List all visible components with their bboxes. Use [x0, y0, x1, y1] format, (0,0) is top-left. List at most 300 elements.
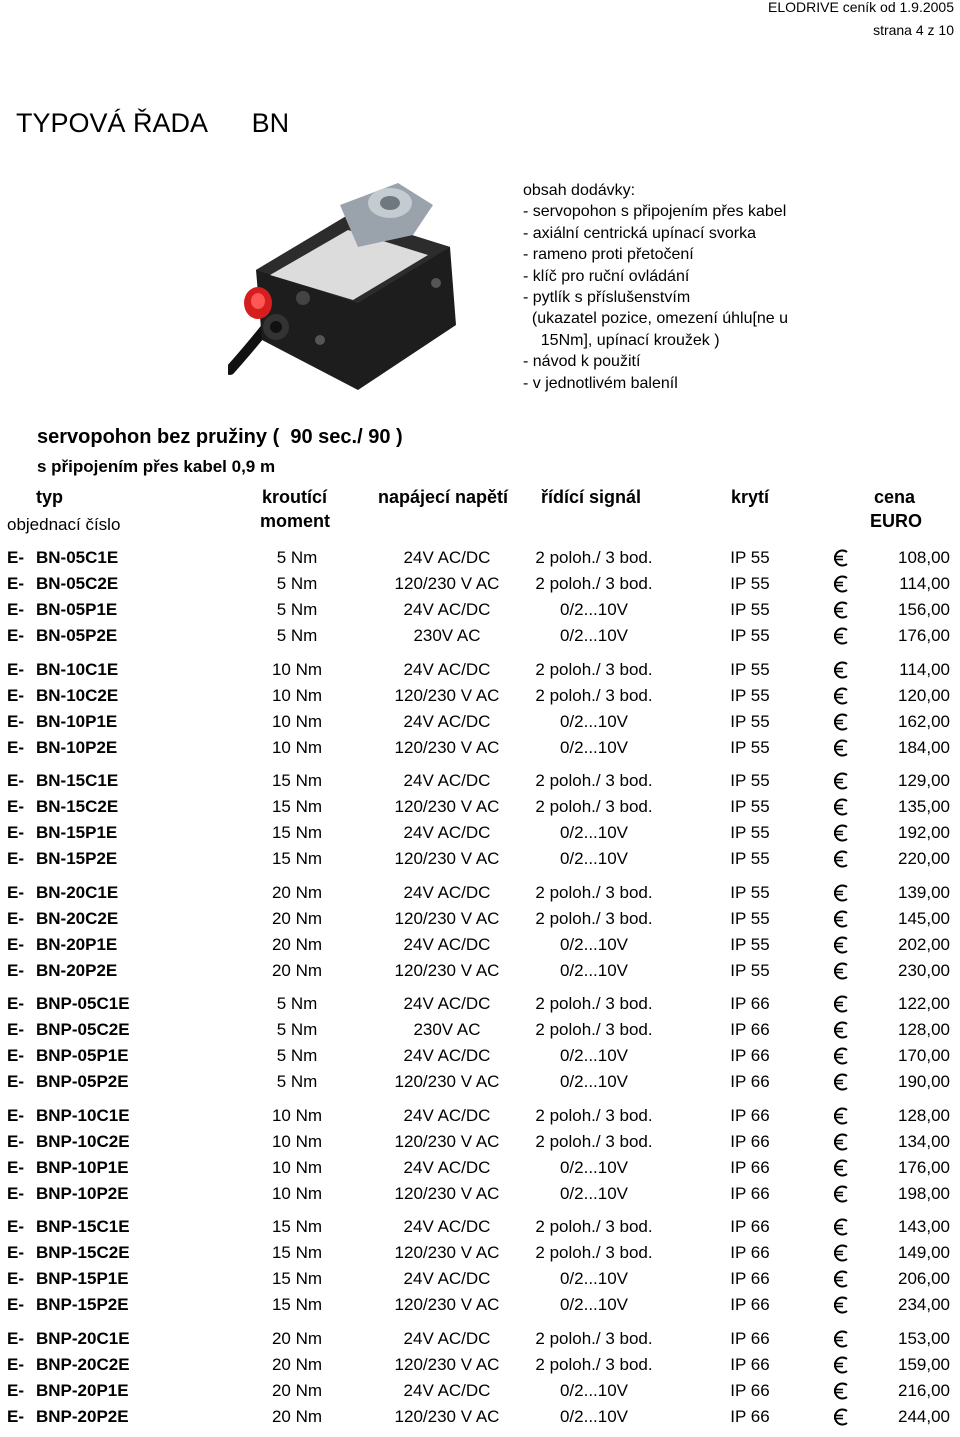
price: 176,00 — [898, 626, 950, 645]
euro-sign-icon — [832, 1330, 850, 1348]
doc-header-title: ELODRIVE ceník od 1.9.2005 — [768, 0, 954, 15]
euro-sign-icon — [832, 1185, 850, 1203]
protection-rating: IP 55 — [730, 574, 770, 593]
supply-voltage: 24V AC/DC — [403, 771, 491, 790]
price: 170,00 — [898, 1046, 950, 1065]
type-code: BN-05C2E — [36, 574, 119, 593]
control-signal: 0/2...10V — [559, 626, 629, 645]
order-prefix: E- — [7, 1046, 24, 1065]
order-prefix: E- — [7, 908, 24, 928]
type-code: BNP-05P2E — [36, 1072, 129, 1091]
type-code: BN-20C2E — [36, 908, 119, 928]
torque: 10 Nm — [271, 711, 323, 731]
supply-voltage: 120/230 V AC — [394, 1131, 500, 1151]
table-row — [0, 958, 960, 984]
price: 153,00 — [898, 1328, 950, 1348]
header-moment: moment — [260, 511, 331, 531]
supply-voltage: 24V AC/DC — [403, 1328, 491, 1348]
control-signal: 0/2...10V — [559, 737, 629, 757]
price: 156,00 — [898, 600, 950, 619]
order-prefix: E- — [7, 771, 24, 790]
euro-sign-icon — [832, 772, 850, 790]
supply-voltage: 120/230 V AC — [394, 1406, 500, 1426]
price: 230,00 — [898, 960, 950, 980]
euro-sign-icon — [832, 575, 850, 593]
protection-rating: IP 55 — [730, 685, 770, 705]
header-krouticí: kroutící — [262, 487, 328, 507]
price: 149,00 — [898, 1243, 950, 1262]
order-prefix: E- — [7, 1217, 24, 1236]
order-prefix: E- — [7, 1295, 24, 1314]
type-code: BN-05P1E — [36, 600, 118, 619]
product-group — [0, 1326, 960, 1430]
type-code: BN-20P1E — [36, 934, 118, 954]
torque: 15 Nm — [271, 1295, 323, 1314]
table-row — [0, 735, 960, 761]
type-code: BNP-05C1E — [36, 994, 130, 1013]
price: 114,00 — [899, 574, 950, 593]
type-code: BN-20P2E — [36, 960, 118, 980]
euro-sign-icon — [832, 910, 850, 928]
control-signal: 2 poloh./ 3 bod. — [535, 994, 653, 1013]
torque: 15 Nm — [271, 823, 323, 842]
supply-voltage: 120/230 V AC — [394, 1354, 500, 1374]
protection-rating: IP 66 — [730, 1020, 770, 1039]
protection-rating: IP 66 — [730, 1105, 770, 1125]
torque: 15 Nm — [271, 1217, 323, 1236]
order-prefix: E- — [7, 711, 24, 731]
euro-sign-icon — [832, 936, 850, 954]
header-kryti: krytí — [731, 487, 770, 507]
protection-rating: IP 55 — [730, 548, 770, 567]
price: 143,00 — [898, 1217, 950, 1236]
price: 108,00 — [898, 548, 950, 567]
order-prefix: E- — [7, 849, 24, 868]
supply-voltage: 120/230 V AC — [394, 1183, 500, 1203]
euro-sign-icon — [832, 1047, 850, 1065]
torque: 5 Nm — [276, 1072, 318, 1091]
price: 198,00 — [898, 1183, 950, 1203]
contents-item: (ukazatel pozice, omezení úhlu[ne u — [523, 310, 789, 328]
supply-voltage: 24V AC/DC — [403, 711, 491, 731]
type-code: BNP-15C2E — [36, 1243, 130, 1262]
order-prefix: E- — [7, 1105, 24, 1125]
protection-rating: IP 55 — [730, 849, 770, 868]
euro-sign-icon — [832, 824, 850, 842]
product-group — [0, 545, 960, 649]
table-row — [0, 820, 960, 846]
contents-item: - klíč pro ruční ovládání — [523, 267, 690, 285]
control-signal: 2 poloh./ 3 bod. — [535, 1020, 653, 1039]
protection-rating: IP 55 — [730, 960, 770, 980]
supply-voltage: 120/230 V AC — [394, 685, 500, 705]
table-row — [0, 1017, 960, 1043]
table-row — [0, 906, 960, 932]
order-prefix: E- — [7, 823, 24, 842]
price: 234,00 — [898, 1295, 950, 1314]
control-signal: 2 poloh./ 3 bod. — [535, 1217, 653, 1236]
order-prefix: E- — [7, 626, 24, 645]
table-row — [0, 623, 960, 649]
supply-voltage: 120/230 V AC — [394, 574, 500, 593]
type-code: BNP-15P2E — [36, 1295, 129, 1314]
supply-voltage: 24V AC/DC — [403, 994, 491, 1013]
table-row — [0, 1266, 960, 1292]
euro-sign-icon — [832, 1133, 850, 1151]
euro-sign-icon — [832, 1159, 850, 1177]
protection-rating: IP 66 — [730, 1295, 770, 1314]
protection-rating: IP 66 — [730, 994, 770, 1013]
euro-sign-icon — [832, 713, 850, 731]
protection-rating: IP 55 — [730, 659, 770, 679]
product-group — [0, 1103, 960, 1207]
order-prefix: E- — [7, 548, 24, 567]
control-signal: 2 poloh./ 3 bod. — [535, 1354, 653, 1374]
type-code: BN-10C2E — [36, 685, 119, 705]
order-prefix: E- — [7, 797, 24, 816]
page-number: strana 4 z 10 — [873, 22, 954, 38]
table-row — [0, 1155, 960, 1181]
control-signal: 0/2...10V — [559, 1072, 629, 1091]
price: 206,00 — [898, 1269, 950, 1288]
type-code: BNP-20C2E — [36, 1354, 130, 1374]
table-row — [0, 1352, 960, 1378]
torque: 10 Nm — [271, 737, 323, 757]
order-prefix: E- — [7, 685, 24, 705]
contents-item: - pytlík s příslušenstvím — [523, 289, 691, 307]
order-prefix: E- — [7, 1380, 24, 1400]
torque: 10 Nm — [271, 659, 323, 679]
supply-voltage: 230V AC — [413, 1020, 481, 1039]
protection-rating: IP 55 — [730, 771, 770, 790]
table-row — [0, 1043, 960, 1069]
contents-item: - axiální centrická upínací svorka — [523, 224, 756, 242]
price: 129,00 — [898, 771, 950, 790]
control-signal: 0/2...10V — [559, 1406, 629, 1426]
table-row — [0, 846, 960, 872]
euro-sign-icon — [832, 1408, 850, 1426]
control-signal: 2 poloh./ 3 bod. — [535, 1105, 653, 1125]
product-group — [0, 991, 960, 1095]
type-code: BNP-05C2E — [36, 1020, 130, 1039]
table-row — [0, 683, 960, 709]
control-signal: 2 poloh./ 3 bod. — [535, 659, 653, 679]
price: 145,00 — [898, 908, 950, 928]
torque: 20 Nm — [271, 1406, 323, 1426]
table-row — [0, 768, 960, 794]
header-napajeci-napeti: napájecí napětí — [378, 487, 509, 507]
type-code: BN-05C1E — [36, 548, 119, 567]
control-signal: 0/2...10V — [559, 1183, 629, 1203]
table-row — [0, 1129, 960, 1155]
price: 202,00 — [898, 934, 950, 954]
order-prefix: E- — [7, 1354, 24, 1374]
control-signal: 2 poloh./ 3 bod. — [535, 882, 653, 902]
table-row — [0, 571, 960, 597]
supply-voltage: 120/230 V AC — [394, 849, 500, 868]
type-code: BN-05P2E — [36, 626, 118, 645]
control-signal: 0/2...10V — [559, 823, 629, 842]
supply-voltage: 24V AC/DC — [403, 1217, 491, 1236]
type-code: BN-10P1E — [36, 711, 118, 731]
price: 216,00 — [898, 1380, 950, 1400]
torque: 5 Nm — [276, 600, 318, 619]
table-row — [0, 709, 960, 735]
order-prefix: E- — [7, 1406, 24, 1426]
euro-sign-icon — [832, 627, 850, 645]
supply-voltage: 120/230 V AC — [394, 1243, 500, 1262]
supply-voltage: 120/230 V AC — [394, 1295, 500, 1314]
control-signal: 0/2...10V — [559, 849, 629, 868]
supply-voltage: 120/230 V AC — [394, 797, 500, 816]
torque: 5 Nm — [276, 1020, 318, 1039]
order-prefix: E- — [7, 1157, 24, 1177]
price: 162,00 — [898, 711, 950, 731]
type-code: BNP-05P1E — [36, 1046, 129, 1065]
type-code: BNP-15C1E — [36, 1217, 130, 1236]
table-row — [0, 1240, 960, 1266]
type-code: BNP-20P1E — [36, 1380, 129, 1400]
control-signal: 2 poloh./ 3 bod. — [535, 548, 653, 567]
order-prefix: E- — [7, 659, 24, 679]
product-group — [0, 768, 960, 872]
torque: 10 Nm — [271, 685, 323, 705]
product-group — [0, 1214, 960, 1318]
header-objednaci-cislo: objednací číslo — [7, 515, 121, 534]
section-subtitle: s připojením přes kabel 0,9 m — [37, 457, 276, 476]
header-euro: EURO — [870, 511, 923, 531]
table-row — [0, 1103, 960, 1129]
euro-sign-icon — [832, 1356, 850, 1374]
supply-voltage: 120/230 V AC — [394, 960, 500, 980]
protection-rating: IP 55 — [730, 711, 770, 731]
table-row — [0, 1292, 960, 1318]
contents-item: 15Nm], upínací kroužek ) — [523, 331, 720, 349]
table-row — [0, 1326, 960, 1352]
euro-sign-icon — [832, 884, 850, 902]
euro-sign-icon — [832, 1021, 850, 1039]
torque: 20 Nm — [271, 934, 323, 954]
order-prefix: E- — [7, 1131, 24, 1151]
order-prefix: E- — [7, 960, 24, 980]
price-table — [0, 545, 960, 1437]
price: 134,00 — [898, 1131, 950, 1151]
contents-item: - návod k použití — [523, 353, 641, 371]
euro-sign-icon — [832, 1244, 850, 1262]
euro-sign-icon — [832, 1107, 850, 1125]
order-prefix: E- — [7, 600, 24, 619]
price: 159,00 — [898, 1354, 950, 1374]
control-signal: 2 poloh./ 3 bod. — [535, 1328, 653, 1348]
protection-rating: IP 55 — [730, 600, 770, 619]
table-row — [0, 597, 960, 623]
euro-sign-icon — [832, 1382, 850, 1400]
euro-sign-icon — [832, 661, 850, 679]
protection-rating: IP 55 — [730, 797, 770, 816]
order-prefix: E- — [7, 1183, 24, 1203]
protection-rating: IP 66 — [730, 1072, 770, 1091]
protection-rating: IP 66 — [730, 1406, 770, 1426]
order-prefix: E- — [7, 1269, 24, 1288]
table-row — [0, 991, 960, 1017]
euro-sign-icon — [832, 798, 850, 816]
euro-sign-icon — [832, 1270, 850, 1288]
protection-rating: IP 55 — [730, 908, 770, 928]
price: 128,00 — [898, 1020, 950, 1039]
protection-rating: IP 55 — [730, 626, 770, 645]
type-code: BNP-10P2E — [36, 1183, 129, 1203]
protection-rating: IP 66 — [730, 1380, 770, 1400]
order-prefix: E- — [7, 934, 24, 954]
supply-voltage: 24V AC/DC — [403, 1380, 491, 1400]
protection-rating: IP 66 — [730, 1046, 770, 1065]
price: 176,00 — [898, 1157, 950, 1177]
supply-voltage: 24V AC/DC — [403, 934, 491, 954]
price: 244,00 — [898, 1406, 950, 1426]
control-signal: 0/2...10V — [559, 711, 629, 731]
table-row — [0, 1378, 960, 1404]
table-row — [0, 1069, 960, 1095]
header-ridici-signal: řídící signál — [541, 487, 642, 507]
table-row — [0, 1181, 960, 1207]
protection-rating: IP 66 — [730, 1217, 770, 1236]
euro-sign-icon — [832, 687, 850, 705]
protection-rating: IP 66 — [730, 1157, 770, 1177]
type-code: BN-10C1E — [36, 659, 119, 679]
table-row — [0, 657, 960, 683]
protection-rating: IP 55 — [730, 934, 770, 954]
torque: 15 Nm — [271, 797, 323, 816]
euro-sign-icon — [832, 549, 850, 567]
torque: 20 Nm — [271, 1380, 323, 1400]
control-signal: 0/2...10V — [559, 1295, 629, 1314]
price: 139,00 — [898, 882, 950, 902]
control-signal: 2 poloh./ 3 bod. — [535, 1243, 653, 1262]
header-cena: cena — [874, 487, 916, 507]
supply-voltage: 24V AC/DC — [403, 882, 491, 902]
torque: 10 Nm — [271, 1183, 323, 1203]
torque: 20 Nm — [271, 882, 323, 902]
protection-rating: IP 66 — [730, 1243, 770, 1262]
protection-rating: IP 55 — [730, 737, 770, 757]
protection-rating: IP 66 — [730, 1183, 770, 1203]
control-signal: 2 poloh./ 3 bod. — [535, 574, 653, 593]
header-typ: typ — [36, 487, 63, 507]
type-code: BN-15C2E — [36, 797, 119, 816]
supply-voltage: 24V AC/DC — [403, 548, 491, 567]
supply-voltage: 24V AC/DC — [403, 1046, 491, 1065]
supply-voltage: 230V AC — [413, 626, 481, 645]
price: 114,00 — [899, 659, 950, 679]
type-code: BN-10P2E — [36, 737, 118, 757]
euro-sign-icon — [832, 850, 850, 868]
supply-voltage: 24V AC/DC — [403, 600, 491, 619]
torque: 5 Nm — [276, 574, 318, 593]
supply-voltage: 24V AC/DC — [403, 823, 491, 842]
price: 128,00 — [898, 1105, 950, 1125]
type-code: BN-15P1E — [36, 823, 118, 842]
protection-rating: IP 66 — [730, 1131, 770, 1151]
torque: 20 Nm — [271, 908, 323, 928]
supply-voltage: 120/230 V AC — [394, 737, 500, 757]
supply-voltage: 24V AC/DC — [403, 1105, 491, 1125]
type-code: BN-15C1E — [36, 771, 119, 790]
supply-voltage: 120/230 V AC — [394, 908, 500, 928]
page-title: TYPOVÁ ŘADA BN — [16, 108, 290, 138]
table-row — [0, 932, 960, 958]
type-code: BN-15P2E — [36, 849, 118, 868]
contents-item: - servopohon s připojením přes kabel — [523, 203, 787, 221]
control-signal: 0/2...10V — [559, 1157, 629, 1177]
product-group — [0, 657, 960, 761]
torque: 10 Nm — [271, 1105, 323, 1125]
price: 135,00 — [898, 797, 950, 816]
torque: 5 Nm — [276, 548, 318, 567]
torque: 5 Nm — [276, 994, 318, 1013]
contents-item: - rameno proti přetočení — [523, 246, 694, 264]
supply-voltage: 24V AC/DC — [403, 659, 491, 679]
type-code: BNP-10P1E — [36, 1157, 129, 1177]
price: 184,00 — [898, 737, 950, 757]
control-signal: 0/2...10V — [559, 960, 629, 980]
protection-rating: IP 55 — [730, 882, 770, 902]
euro-sign-icon — [832, 601, 850, 619]
price: 122,00 — [898, 994, 950, 1013]
torque: 5 Nm — [276, 1046, 318, 1065]
torque: 5 Nm — [276, 626, 318, 645]
table-row — [0, 545, 960, 571]
order-prefix: E- — [7, 994, 24, 1013]
control-signal: 0/2...10V — [559, 600, 629, 619]
protection-rating: IP 66 — [730, 1269, 770, 1288]
order-prefix: E- — [7, 1020, 24, 1039]
torque: 15 Nm — [271, 1269, 323, 1288]
control-signal: 2 poloh./ 3 bod. — [535, 771, 653, 790]
price: 120,00 — [898, 685, 950, 705]
torque: 10 Nm — [271, 1131, 323, 1151]
order-prefix: E- — [7, 1072, 24, 1091]
type-code: BNP-15P1E — [36, 1269, 129, 1288]
torque: 10 Nm — [271, 1157, 323, 1177]
actuator-photo — [228, 175, 468, 395]
delivery-contents — [523, 180, 788, 394]
order-prefix: E- — [7, 574, 24, 593]
euro-sign-icon — [832, 1296, 850, 1314]
price: 190,00 — [898, 1072, 950, 1091]
type-code: BNP-20P2E — [36, 1406, 129, 1426]
euro-sign-icon — [832, 1218, 850, 1236]
product-group — [0, 880, 960, 984]
control-signal: 2 poloh./ 3 bod. — [535, 908, 653, 928]
price: 220,00 — [898, 849, 950, 868]
type-code: BNP-10C2E — [36, 1131, 130, 1151]
contents-heading: obsah dodávky: — [523, 182, 636, 199]
control-signal: 0/2...10V — [559, 1380, 629, 1400]
type-code: BN-20C1E — [36, 882, 119, 902]
protection-rating: IP 55 — [730, 823, 770, 842]
torque: 20 Nm — [271, 960, 323, 980]
control-signal: 0/2...10V — [559, 934, 629, 954]
table-row — [0, 880, 960, 906]
control-signal: 2 poloh./ 3 bod. — [535, 1131, 653, 1151]
protection-rating: IP 66 — [730, 1328, 770, 1348]
control-signal: 0/2...10V — [559, 1046, 629, 1065]
order-prefix: E- — [7, 882, 24, 902]
torque: 15 Nm — [271, 771, 323, 790]
control-signal: 2 poloh./ 3 bod. — [535, 685, 653, 705]
order-prefix: E- — [7, 1328, 24, 1348]
table-row — [0, 1214, 960, 1240]
